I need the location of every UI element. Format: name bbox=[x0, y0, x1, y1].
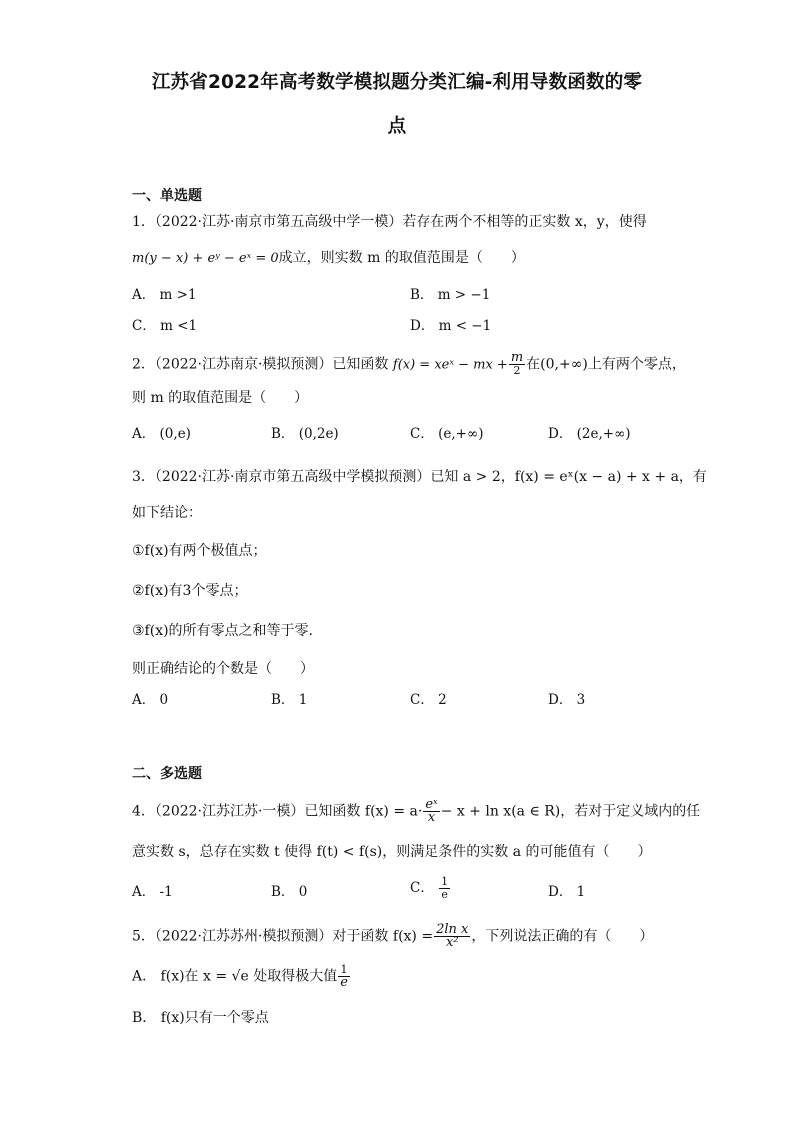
question-1-option-a: A． m >1 bbox=[132, 287, 197, 303]
question-4-tail: − x + ln x(a ∈ R)，若对于定义域内的任 bbox=[440, 803, 701, 820]
question-4-option-d: D． 1 bbox=[548, 884, 586, 900]
document-title: 江苏省2022年高考数学模拟题分类汇编-利用导数函数的零 bbox=[151, 72, 643, 93]
question-4-fraction bbox=[423, 799, 439, 824]
question-3-option-b: B． 1 bbox=[271, 692, 308, 708]
question-2-option-a: A． (0,e) bbox=[132, 426, 191, 442]
question-2-stem bbox=[132, 352, 686, 377]
question-2-tail: 在(0,+∞)上有两个零点， bbox=[526, 356, 686, 373]
question-4-option-c-label: C． bbox=[410, 880, 434, 896]
question-2-fraction-numerator: m bbox=[510, 350, 524, 365]
question-5-tail: ，下列说法正确的有（ ） bbox=[471, 928, 654, 945]
question-5-fraction-denominator: x² bbox=[445, 935, 459, 950]
question-4-stem-line2: 意实数 s，总存在实数 t 使得 f(t) < f(s)，则满足条件的实数 a 的可能值有（ ） bbox=[132, 844, 652, 860]
question-2-fraction bbox=[509, 352, 525, 377]
question-5-fraction-numerator: 2ln x bbox=[436, 922, 469, 937]
question-1-stem-line2 bbox=[132, 248, 525, 269]
question-4-option-c-numerator: 1 bbox=[441, 875, 449, 888]
question-2-option-c: C． (e,+∞) bbox=[410, 426, 484, 442]
question-1-option-b: B． m > −1 bbox=[410, 287, 491, 303]
question-4-stem bbox=[132, 799, 700, 824]
question-2-function: f(x) = xeˣ − mx + bbox=[392, 357, 508, 373]
question-3-conclusion-3: ③f(x)的所有零点之和等于零. bbox=[132, 623, 314, 639]
section-heading-multiple-choice: 二、多选题 bbox=[132, 766, 202, 782]
question-5-option-b: B． f(x)只有一个零点 bbox=[132, 1010, 269, 1026]
question-1-option-d: D． m < −1 bbox=[410, 318, 492, 334]
question-4-option-c-fraction bbox=[439, 876, 450, 901]
question-2-option-b: B． (0,2e) bbox=[271, 426, 339, 442]
question-5-prefix: 5．（2022·江苏苏州·模拟预测）对于函数 f(x) = bbox=[132, 928, 434, 945]
question-3-conclusion-1: ①f(x)有两个极值点； bbox=[132, 543, 267, 559]
question-2-option-d: D． (2e,+∞) bbox=[548, 426, 631, 442]
question-4-option-b: B． 0 bbox=[271, 884, 308, 900]
question-3-option-a: A． 0 bbox=[132, 692, 169, 708]
question-3-stem-line2: 如下结论： bbox=[132, 505, 202, 521]
question-4-option-c bbox=[410, 876, 451, 901]
question-2-prefix: 2．（2022·江苏南京·模拟预测）已知函数 bbox=[132, 356, 393, 373]
question-5-fraction bbox=[434, 924, 470, 949]
question-1-stem-tail: 成立，则实数 m 的取值范围是（ ） bbox=[278, 250, 525, 266]
question-2-fraction-denominator: 2 bbox=[513, 364, 521, 377]
question-3-ask: 则正确结论的个数是（ ） bbox=[132, 661, 314, 677]
question-5-option-a-numerator: 1 bbox=[338, 964, 350, 977]
question-4-prefix: 4．（2022·江苏江苏·一模）已知函数 f(x) = a· bbox=[132, 803, 423, 820]
question-3-conclusion-2: ②f(x)有3个零点； bbox=[132, 583, 248, 599]
question-2-stem-line2: 则 m 的取值范围是（ ） bbox=[132, 390, 309, 406]
question-4-option-a: A． -1 bbox=[132, 884, 173, 900]
question-1-stem: 1．（2022·江苏·南京市第五高级中学一模）若存在两个不相等的正实数 x，y，使得 bbox=[132, 214, 647, 230]
question-5-option-a-fraction bbox=[338, 964, 350, 989]
question-5-option-a bbox=[132, 964, 351, 989]
question-3-stem: 3．（2022·江苏·南京市第五高级中学模拟预测）已知 a > 2，f(x) = eˣ(x − a) + x + a，有 bbox=[132, 469, 707, 485]
section-heading-single-choice: 一、单选题 bbox=[132, 188, 202, 204]
question-3-option-d: D． 3 bbox=[548, 692, 586, 708]
question-1-equation: m(y − x) + eʸ − eˣ = 0 bbox=[132, 251, 279, 266]
document-title-continued: 点 bbox=[387, 116, 407, 137]
question-4-fraction-numerator: eˣ bbox=[425, 797, 438, 812]
question-1-option-c: C． m <1 bbox=[132, 318, 198, 334]
question-4-option-c-denominator: e bbox=[441, 888, 448, 901]
question-5-option-a-denominator: e bbox=[340, 975, 348, 990]
question-3-option-c: C． 2 bbox=[410, 692, 447, 708]
question-4-fraction-denominator: x bbox=[427, 810, 436, 825]
question-5-stem bbox=[132, 924, 653, 949]
question-5-option-a-text: A． f(x)在 x = √e 处取得极大值 bbox=[132, 968, 338, 985]
